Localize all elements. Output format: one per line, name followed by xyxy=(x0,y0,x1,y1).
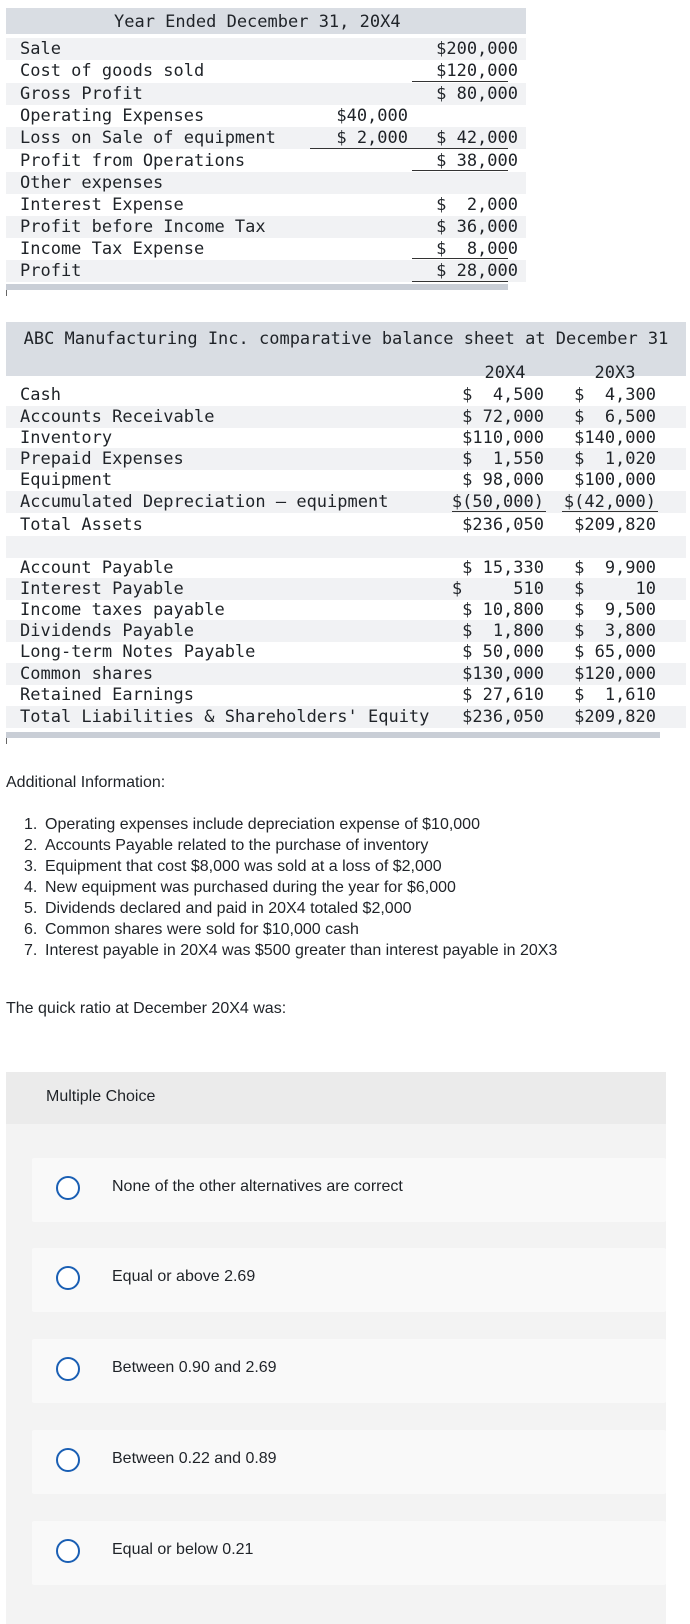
choice-label: Equal or below 0.21 xyxy=(112,1541,254,1558)
table-footer-bar xyxy=(6,284,508,290)
question-text: The quick ratio at December 20X4 was: xyxy=(6,1000,287,1017)
table-row: Account Payable $ 15,330 $ 9,900 xyxy=(20,558,656,578)
underline xyxy=(310,148,508,149)
choice-label: None of the other alternatives are correct xyxy=(112,1178,403,1195)
income-row-cogs: Cost of goods sold $120,000 xyxy=(20,61,518,81)
list-item: 1. Operating expenses include depreciation expense of $10,000 xyxy=(24,816,480,833)
radio-button-icon[interactable] xyxy=(56,1176,80,1200)
table-row: Accounts Receivable $ 72,000 $ 6,500 xyxy=(6,406,686,428)
choice-option-above-2-69[interactable] xyxy=(32,1248,666,1312)
income-row-income-tax: Income Tax Expense $ 8,000 xyxy=(20,239,518,259)
additional-info-title: Additional Information: xyxy=(6,774,166,791)
choice-label: Equal or above 2.69 xyxy=(112,1268,256,1285)
income-statement-title: Year Ended December 31, 20X4 xyxy=(114,12,401,32)
multiple-choice-header xyxy=(6,1072,666,1124)
table-footer-bar xyxy=(6,732,660,738)
income-row-profit-before-tax: Profit before Income Tax $ 36,000 xyxy=(6,216,526,238)
balance-sheet-title: ABC Manufacturing Inc. comparative balance sheet at December 31 xyxy=(23,329,669,349)
table-row-total-liabilities-equity: Total Liabilities & Shareholders' Equity $236,050 $209,820 xyxy=(6,706,686,728)
underline xyxy=(412,81,508,82)
table-row: Dividends Payable $ 1,800 $ 3,800 xyxy=(6,620,686,642)
list-item: 7. Interest payable in 20X4 was $500 greater than interest payable in 20X3 xyxy=(24,942,558,959)
underline xyxy=(412,170,508,171)
radio-button-icon[interactable] xyxy=(56,1357,80,1381)
income-row-profit-from-operations: Profit from Operations $ 38,000 xyxy=(20,151,518,171)
underline xyxy=(412,258,508,259)
income-statement-header xyxy=(6,8,526,34)
table-row: Interest Payable $ 510 $ 10 xyxy=(6,578,686,600)
choice-option-between-0-22-and-0-89[interactable] xyxy=(32,1430,666,1494)
table-row: Income taxes payable $ 10,800 $ 9,500 xyxy=(20,600,656,620)
income-row-profit: Profit $ 28,000 xyxy=(6,260,526,282)
income-row-gross-profit: Gross Profit $ 80,000 xyxy=(6,83,526,105)
income-row-other-expenses: Other expenses xyxy=(6,172,526,194)
multiple-choice-panel xyxy=(6,1072,666,1624)
income-row-interest-expense: Interest Expense $ 2,000 xyxy=(20,195,518,215)
table-row: Prepaid Expenses $ 1,550 $ 1,020 xyxy=(6,448,686,470)
choice-label: Between 0.22 and 0.89 xyxy=(112,1450,277,1467)
table-row: Inventory $110,000 $140,000 xyxy=(20,428,656,448)
radio-button-icon[interactable] xyxy=(56,1539,80,1563)
underline xyxy=(562,511,658,512)
balance-column-headers xyxy=(6,362,686,384)
choice-label: Between 0.90 and 2.69 xyxy=(112,1359,277,1376)
income-row-sale: Sale $200,000 xyxy=(6,38,526,60)
table-row: Accumulated Depreciation – equipment $(50,000) $(42,000) xyxy=(6,491,686,513)
table-row-total-assets: Total Assets $236,050 $209,820 xyxy=(20,515,656,535)
additional-info-list xyxy=(24,814,557,961)
list-item: 5. Dividends declared and paid in 20X4 totaled $2,000 xyxy=(24,900,412,917)
list-item: 6. Common shares were sold for $10,000 cash xyxy=(24,921,359,938)
underline xyxy=(452,511,546,512)
underline xyxy=(412,281,508,282)
choice-option-below-0-21[interactable] xyxy=(32,1521,666,1585)
list-item: 3. Equipment that cost $8,000 was sold at a loss of $2,000 xyxy=(24,858,442,875)
list-item: 4. New equipment was purchased during the year for $6,000 xyxy=(24,879,456,896)
radio-button-icon[interactable] xyxy=(56,1266,80,1290)
income-row-operating-expenses: Operating Expenses $40,000 xyxy=(20,106,408,126)
table-row: Cash $ 4,500 $ 4,300 xyxy=(20,385,656,405)
choice-option-none-correct[interactable] xyxy=(32,1158,666,1222)
radio-button-icon[interactable] xyxy=(56,1448,80,1472)
choice-option-between-0-90-and-2-69[interactable] xyxy=(32,1339,666,1403)
column-20x3: 20X3 xyxy=(594,363,636,383)
table-row: Equipment $ 98,000 $100,000 xyxy=(20,470,656,490)
income-row-loss-on-sale: Loss on Sale of equipment $ 2,000 $ 42,000 xyxy=(6,127,526,149)
list-item: 2. Accounts Payable related to the purchase of inventory xyxy=(24,837,429,854)
table-row: Common shares $130,000 $120,000 xyxy=(6,663,686,685)
table-spacer-row xyxy=(6,536,686,558)
table-row: Retained Earnings $ 27,610 $ 1,610 xyxy=(20,685,656,705)
table-row: Long-term Notes Payable $ 50,000 $ 65,000 xyxy=(20,642,656,662)
column-20x4: 20X4 xyxy=(484,363,526,383)
multiple-choice-label: Multiple Choice xyxy=(46,1088,156,1105)
